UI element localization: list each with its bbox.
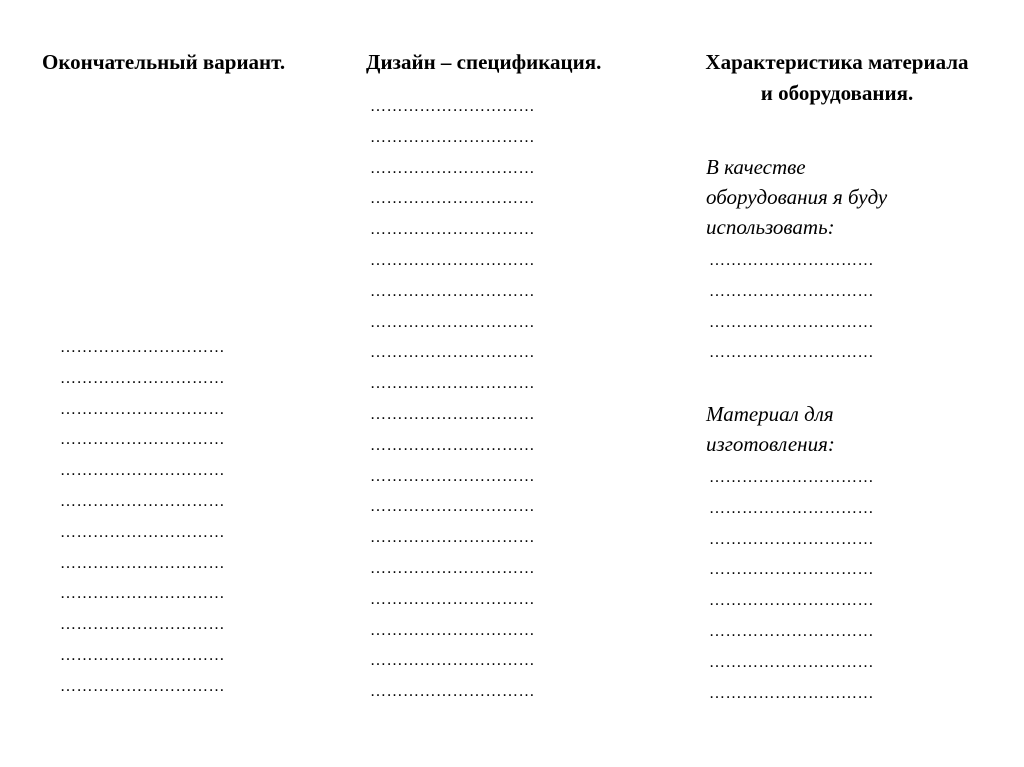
dotted-line: ………………………… bbox=[709, 684, 874, 702]
dotted-line: ………………………… bbox=[370, 282, 535, 300]
dotted-line: ………………………… bbox=[709, 313, 874, 331]
dotted-line: ………………………… bbox=[370, 498, 535, 516]
dotted-line: ………………………… bbox=[370, 467, 535, 485]
dotted-line: ………………………… bbox=[709, 252, 874, 269]
dotted-line: ………………………… bbox=[370, 683, 535, 701]
final-version-lines bbox=[60, 337, 225, 707]
dotted-line: ………………………… bbox=[370, 375, 535, 393]
dotted-line: ………………………… bbox=[370, 652, 535, 670]
dotted-line: ………………………… bbox=[370, 436, 535, 454]
dotted-line: ………………………… bbox=[60, 646, 225, 664]
dotted-line: ………………………… bbox=[60, 462, 225, 480]
dotted-line: ………………………… bbox=[60, 616, 225, 634]
dotted-line: ………………………… bbox=[60, 369, 225, 387]
dotted-line: ………………………… bbox=[60, 339, 225, 356]
dotted-line: ………………………… bbox=[709, 592, 874, 610]
dotted-line: ………………………… bbox=[370, 590, 535, 608]
dotted-line: ………………………… bbox=[709, 653, 874, 671]
heading-material-equipment: Характеристика материала и оборудования. bbox=[705, 50, 969, 105]
dotted-line: ………………………… bbox=[60, 677, 225, 695]
dotted-line: ………………………… bbox=[60, 492, 225, 510]
dotted-line: ………………………… bbox=[60, 554, 225, 572]
dotted-line: ………………………… bbox=[709, 344, 874, 362]
material-lines bbox=[709, 467, 874, 713]
equipment-prompt: В качестве оборудования я буду использовать: bbox=[706, 155, 888, 239]
dotted-line: ………………………… bbox=[709, 530, 874, 548]
dotted-line: ………………………… bbox=[709, 561, 874, 579]
dotted-line: ………………………… bbox=[60, 400, 225, 418]
dotted-line: ………………………… bbox=[60, 523, 225, 541]
dotted-line: ………………………… bbox=[370, 529, 535, 547]
dotted-line: ………………………… bbox=[370, 190, 535, 208]
heading-design-spec: Дизайн – спецификация. bbox=[366, 50, 602, 74]
dotted-line: ………………………… bbox=[60, 431, 225, 449]
dotted-line: ………………………… bbox=[370, 98, 535, 115]
dotted-line: ………………………… bbox=[370, 128, 535, 146]
dotted-line: ………………………… bbox=[370, 405, 535, 423]
dotted-line: ………………………… bbox=[709, 469, 874, 486]
design-spec-lines bbox=[370, 96, 535, 712]
dotted-line: ………………………… bbox=[60, 585, 225, 603]
dotted-line: ………………………… bbox=[370, 159, 535, 177]
dotted-line: ………………………… bbox=[370, 559, 535, 577]
dotted-line: ………………………… bbox=[370, 313, 535, 331]
dotted-line: ………………………… bbox=[709, 622, 874, 640]
dotted-line: ………………………… bbox=[370, 344, 535, 362]
heading-final-version: Окончательный вариант. bbox=[42, 50, 286, 74]
dotted-line: ………………………… bbox=[370, 221, 535, 239]
dotted-line: ………………………… bbox=[370, 251, 535, 269]
dotted-line: ………………………… bbox=[709, 499, 874, 517]
equipment-lines bbox=[709, 250, 874, 373]
dotted-line: ………………………… bbox=[370, 621, 535, 639]
material-prompt: Материал для изготовления: bbox=[706, 402, 835, 456]
dotted-line: ………………………… bbox=[709, 282, 874, 300]
